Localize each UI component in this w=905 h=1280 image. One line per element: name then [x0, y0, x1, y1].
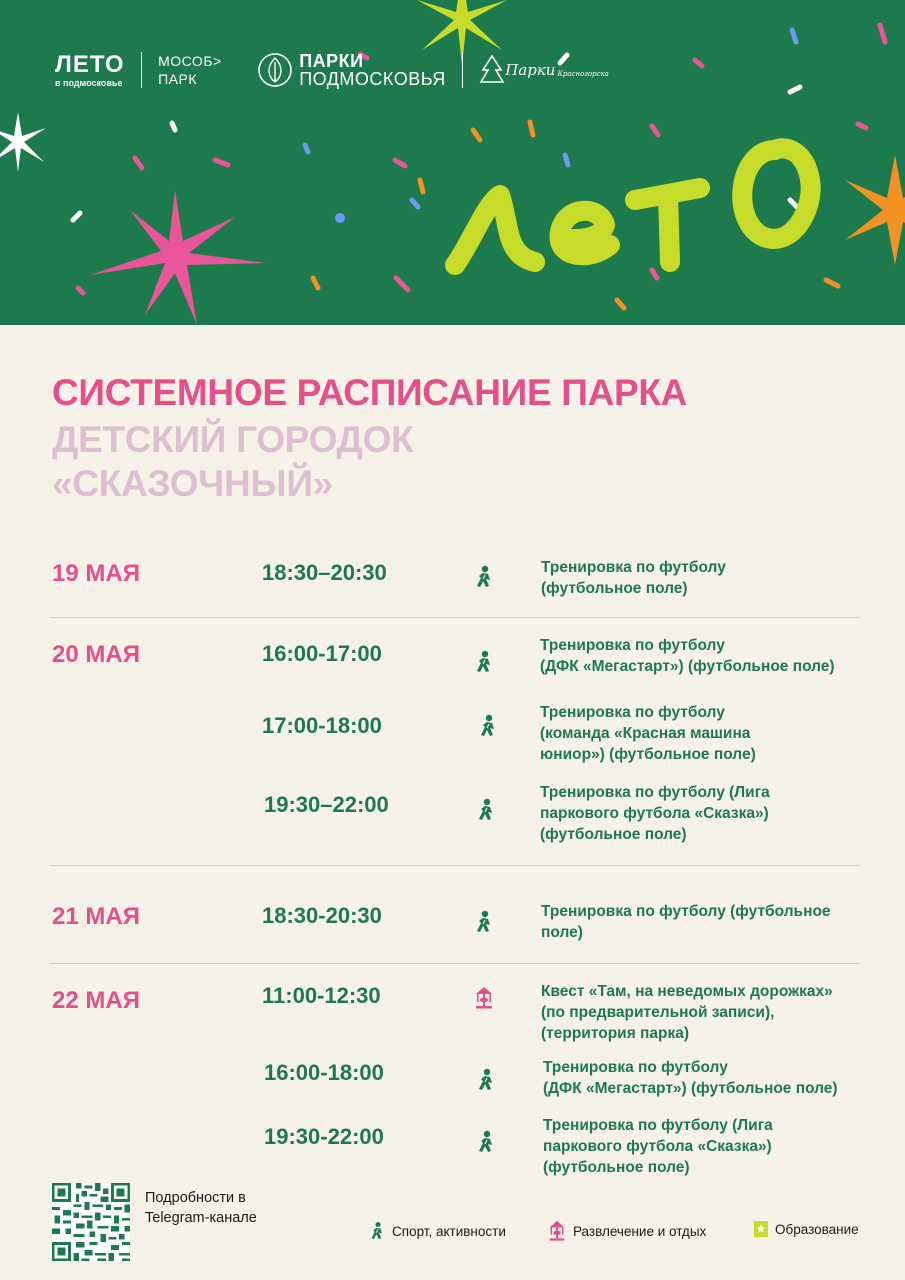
divider: [50, 865, 860, 866]
logo-mosob-line1: МОСОБ>: [158, 53, 222, 69]
carousel-icon: [547, 1220, 567, 1242]
carousel-icon: [474, 984, 494, 1012]
logo-kras-main: Парки: [505, 61, 556, 79]
partner-logos: [55, 52, 609, 88]
qr-caption-line1: Подробности в: [145, 1190, 246, 1206]
qr-caption: [145, 1188, 257, 1228]
event-description-line: Тренировка по футболу (Лига: [543, 1117, 773, 1134]
page-title: СИСТЕМНОЕ РАСПИСАНИЕ ПАРКА: [52, 372, 688, 413]
tree-icon: [479, 54, 505, 86]
divider: [50, 617, 860, 618]
hero-leto-lettering: [455, 148, 811, 265]
logo-kras-sub: Красногорска: [557, 70, 609, 78]
subtitle-line1: ДЕТСКИЙ ГОРОДОК: [52, 419, 414, 460]
event-description: [540, 702, 885, 765]
event-description: [543, 1115, 888, 1178]
event-description: [541, 557, 886, 599]
sport-icon: [477, 1128, 497, 1156]
logo-parki-line1: ПАРКИ: [299, 51, 364, 71]
white-star-icon: [0, 112, 46, 172]
event-description-line: Тренировка по футболу: [541, 559, 726, 576]
event-description-line: (по предварительной записи),: [541, 1004, 775, 1021]
event-time: 19:30–22:00: [264, 792, 389, 817]
event-description-line: паркового футбола «Сказка»): [540, 805, 769, 822]
logo-parki-krasnogorska[interactable]: [479, 54, 609, 86]
legend-item-education: [753, 1220, 859, 1238]
event-description-line: паркового футбола «Сказка»): [543, 1138, 772, 1155]
event-description-line: (ДФК «Мегастарт») (футбольное поле): [540, 658, 835, 675]
logo-leto-main: ЛЕТО: [55, 50, 125, 78]
event-description-line: Тренировка по футболу (футбольное: [541, 903, 831, 920]
sport-icon: [475, 908, 495, 936]
event-time: 11:00-12:30: [262, 983, 381, 1008]
logo-divider: [141, 52, 143, 88]
event-description: [543, 1057, 888, 1099]
logo-leto-sub: в подмосковье: [55, 77, 123, 88]
event-description-line: (футбольное поле): [541, 580, 688, 597]
page-subtitle: [52, 418, 413, 506]
sport-icon: [370, 1220, 386, 1242]
event-description-line: Квест «Там, на неведомых дорожках»: [541, 983, 833, 1000]
confetti-decoration: [0, 0, 905, 325]
logo-parki-podmoskovya[interactable]: [257, 52, 446, 88]
event-time: 18:30–20:30: [262, 560, 387, 585]
legend-item-sport: [370, 1220, 506, 1242]
event-time: 16:00-17:00: [262, 641, 382, 666]
schedule-date: 20 МАЯ: [52, 641, 140, 668]
event-description-line: Тренировка по футболу (Лига: [540, 784, 770, 801]
header-banner: [0, 0, 905, 325]
event-description: [540, 635, 885, 677]
event-description: [540, 782, 885, 845]
event-description-line: юниор») (футбольное поле): [540, 746, 756, 763]
event-description-line: Тренировка по футболу: [540, 704, 725, 721]
qr-caption-line2: Telegram-канале: [145, 1210, 257, 1226]
event-description-line: (футбольное поле): [543, 1159, 690, 1176]
logo-parki-line2: ПОДМОСКОВЬЯ: [299, 69, 446, 89]
legend-label: Образование: [775, 1221, 859, 1237]
sport-icon: [475, 648, 495, 676]
event-description-line: Тренировка по футболу: [543, 1059, 728, 1076]
event-description: [541, 901, 886, 943]
event-description-line: (ДФК «Мегастарт») (футбольное поле): [543, 1080, 838, 1097]
legend-label: Развлечение и отдых: [573, 1223, 707, 1239]
event-time: 17:00-18:00: [262, 713, 382, 738]
schedule-date: 19 МАЯ: [52, 560, 140, 587]
event-description: [541, 981, 886, 1044]
education-icon: [753, 1220, 769, 1238]
event-description-line: поле): [541, 924, 583, 941]
logo-leto[interactable]: [55, 50, 125, 88]
event-time: 18:30-20:30: [262, 903, 382, 928]
event-time: 16:00-18:00: [264, 1060, 384, 1085]
leaf-icon: [257, 52, 293, 88]
legend-item-fun: [547, 1220, 706, 1242]
logo-divider: [462, 52, 464, 88]
sport-icon: [477, 796, 497, 824]
event-time: 19:30-22:00: [264, 1124, 384, 1149]
schedule-date: 21 МАЯ: [52, 903, 140, 930]
subtitle-line2: «СКАЗОЧНЫЙ»: [52, 463, 333, 504]
qr-code[interactable]: [52, 1183, 130, 1261]
sport-icon: [479, 712, 499, 740]
event-description-line: (футбольное поле): [540, 826, 687, 843]
event-description-line: (территория парка): [541, 1025, 690, 1042]
pink-star-icon: [90, 190, 265, 325]
orange-star-icon: [845, 155, 905, 265]
legend-label: Спорт, активности: [392, 1223, 506, 1239]
event-description-line: (команда «Красная машина: [540, 725, 751, 742]
schedule-date: 22 МАЯ: [52, 987, 140, 1014]
divider: [50, 963, 860, 964]
logo-mosob-line2: ПАРК: [158, 71, 197, 87]
event-description-line: Тренировка по футболу: [540, 637, 725, 654]
logo-mosobpark[interactable]: [158, 52, 222, 88]
sport-icon: [477, 1066, 497, 1094]
sport-icon: [475, 563, 495, 591]
